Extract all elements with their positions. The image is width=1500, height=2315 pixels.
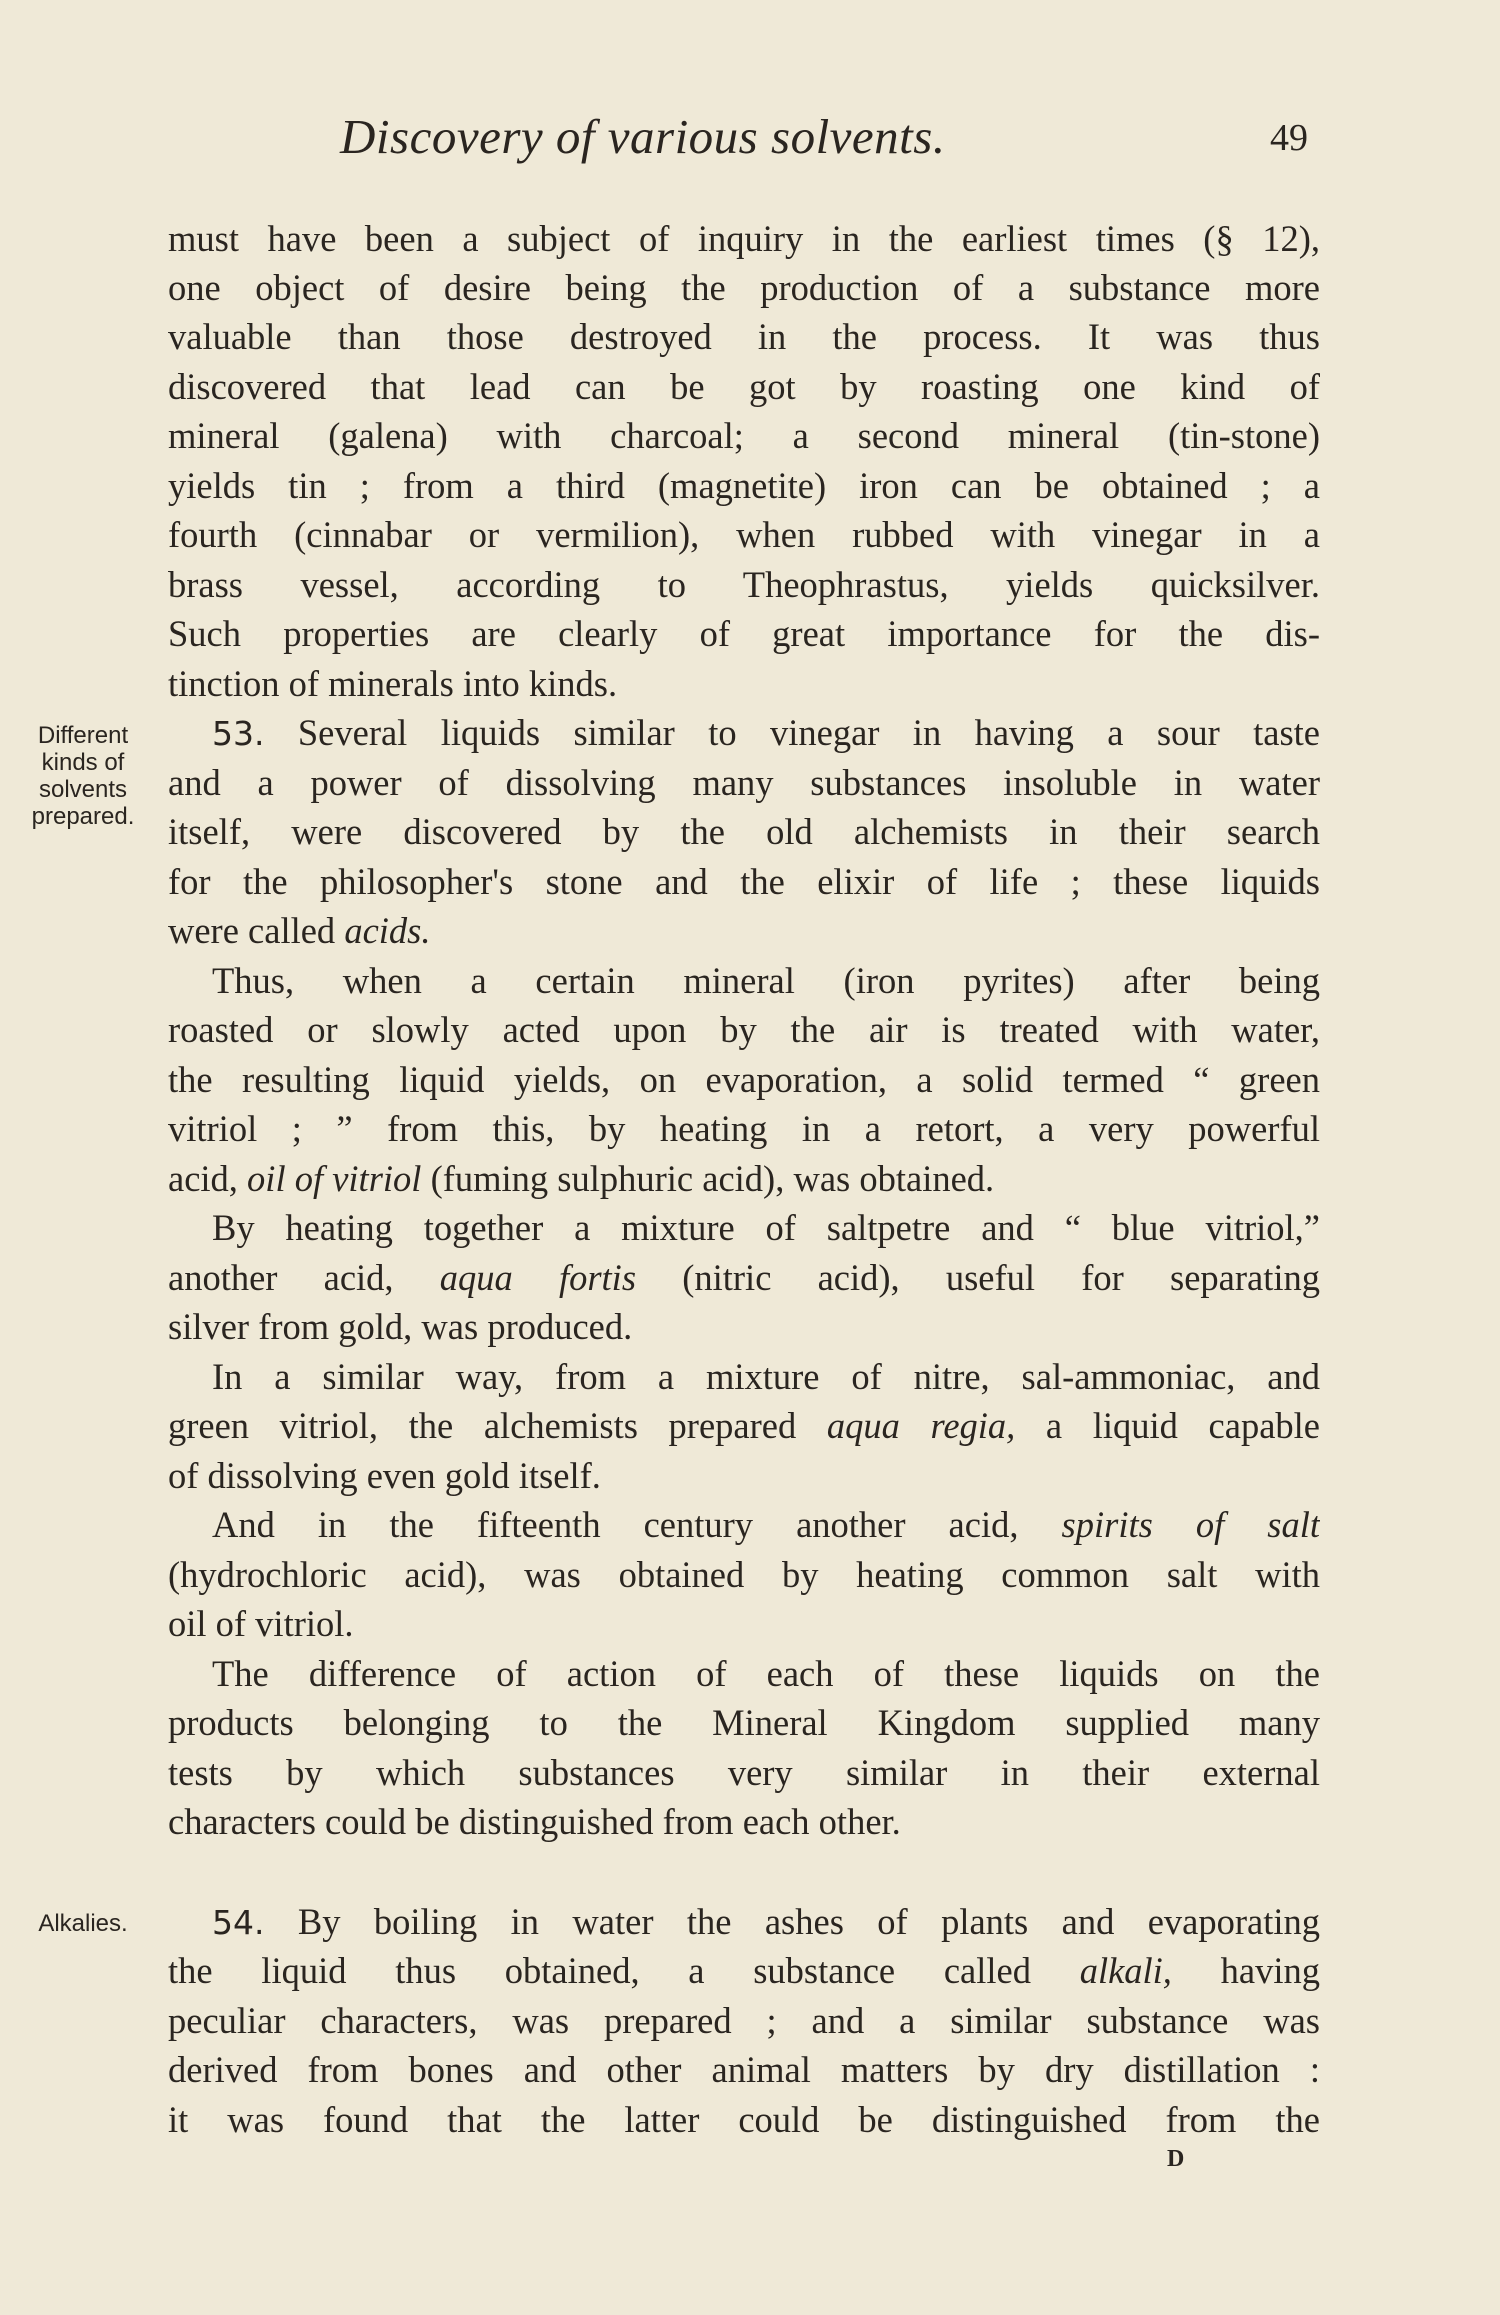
text-line: roasted or slowly acted upon by the air is treated with water, <box>168 1009 1320 1050</box>
text-span: And in the fifteenth century another acid, <box>212 1504 1062 1545</box>
signature-mark: D <box>1167 2146 1185 2172</box>
margin-note-line: Different <box>37 722 129 749</box>
text-span: green vitriol, the alchemists prepared <box>168 1405 827 1446</box>
text-line: fourth (cinnabar or vermilion), when rubbed with vinegar in a <box>168 514 1320 555</box>
text-line: for the philosopher's stone and the elixir of life ; these liquids <box>168 861 1320 902</box>
italic-term: oil of vitriol <box>247 1158 422 1199</box>
text-line: the resulting liquid yields, on evaporation, a solid termed “ green <box>168 1059 1320 1100</box>
section-number: 53. <box>212 714 265 753</box>
text-line: characters could be distinguished from each other. <box>168 1801 901 1842</box>
text-line: brass vessel, according to Theophrastus, yields quicksilver. <box>168 564 1320 605</box>
text-line: The difference of action of each of these liquids on the <box>212 1653 1320 1694</box>
text-line: products belonging to the Mineral Kingdom supplied many <box>168 1702 1320 1743</box>
margin-note-solvents <box>18 722 148 830</box>
text-line: (hydrochloric acid), was obtained by heating common salt with <box>168 1554 1320 1595</box>
italic-term: aqua regia, <box>826 1405 1016 1446</box>
text-line: discovered that lead can be got by roasting one kind of <box>168 366 1320 407</box>
page-number: 49 <box>1270 117 1308 159</box>
text-span: the liquid thus obtained, a substance called <box>168 1950 1080 1991</box>
italic-term: alkali, <box>1079 1950 1172 1991</box>
text-span: (nitric acid), useful for separating <box>636 1257 1320 1298</box>
text-line: In a similar way, from a mixture of nitre, sal-ammoniac, and <box>212 1356 1320 1397</box>
text-span: having <box>1171 1950 1320 1991</box>
text-line: tinction of minerals into kinds. <box>168 663 618 704</box>
italic-term: aqua fortis <box>439 1257 637 1298</box>
text-span: acid, <box>168 1158 248 1199</box>
text-line: tests by which substances very similar in their external <box>168 1752 1320 1793</box>
text-line <box>168 1253 1320 1302</box>
text-span: Several liquids similar to vinegar in having a sour taste <box>297 712 1320 753</box>
italic-term: acids. <box>344 910 431 951</box>
margin-note-line: kinds of <box>41 749 125 776</box>
margin-note-line: prepared. <box>31 803 135 830</box>
running-title: Discovery of various solvents. <box>340 109 946 164</box>
text-line: yields tin ; from a third (magnetite) iron can be obtained ; a <box>168 465 1320 506</box>
text-line: mineral (galena) with charcoal; a second mineral (tin-stone) <box>168 415 1320 456</box>
section-54-first-line <box>212 1897 1320 1946</box>
text-line: By heating together a mixture of saltpetre and “ blue vitriol,” <box>212 1207 1320 1248</box>
text-span: a liquid capable <box>1015 1405 1320 1446</box>
margin-note-line: Alkalies. <box>38 1910 128 1937</box>
text-line <box>168 1401 1320 1450</box>
margin-note-line: solvents <box>38 776 128 803</box>
text-span: (fuming sulphuric acid), was obtained. <box>421 1158 995 1199</box>
text-line: derived from bones and other animal matters by dry distillation : <box>168 2049 1320 2090</box>
section-53-first-line <box>212 708 1320 757</box>
text-line: itself, were discovered by the old alchemists in their search <box>168 811 1320 852</box>
text-span: another acid, <box>168 1257 440 1298</box>
text-line: oil of vitriol. <box>168 1603 354 1644</box>
section-number: 54. <box>212 1903 265 1942</box>
text-line: it was found that the latter could be distinguished from the <box>168 2099 1320 2140</box>
text-line: and a power of dissolving many substances insoluble in water <box>168 762 1320 803</box>
text-line: Thus, when a certain mineral (iron pyrites) after being <box>212 960 1320 1001</box>
text-line <box>168 1154 1320 1203</box>
text-line: valuable than those destroyed in the process. It was thus <box>168 316 1320 357</box>
text-line: must have been a subject of inquiry in the earliest times (§ 12), <box>168 218 1320 259</box>
text-line: peculiar characters, was prepared ; and a similar substance was <box>168 2000 1320 2041</box>
text-line: of dissolving even gold itself. <box>168 1455 601 1496</box>
text-line: Such properties are clearly of great importance for the dis- <box>168 613 1320 654</box>
margin-note-alkalies <box>18 1910 148 1937</box>
text-line: vitriol ; ” from this, by heating in a retort, a very powerful <box>168 1108 1320 1149</box>
text-line <box>168 906 1320 955</box>
text-line: one object of desire being the production of a substance more <box>168 267 1320 308</box>
italic-term: spirits of salt <box>1061 1504 1320 1545</box>
text-line <box>168 1946 1320 1995</box>
text-line <box>212 1500 1320 1549</box>
text-line: silver from gold, was produced. <box>168 1306 633 1347</box>
text-span: were called <box>168 910 345 951</box>
text-span: By boiling in water the ashes of plants and evaporating <box>297 1901 1320 1942</box>
